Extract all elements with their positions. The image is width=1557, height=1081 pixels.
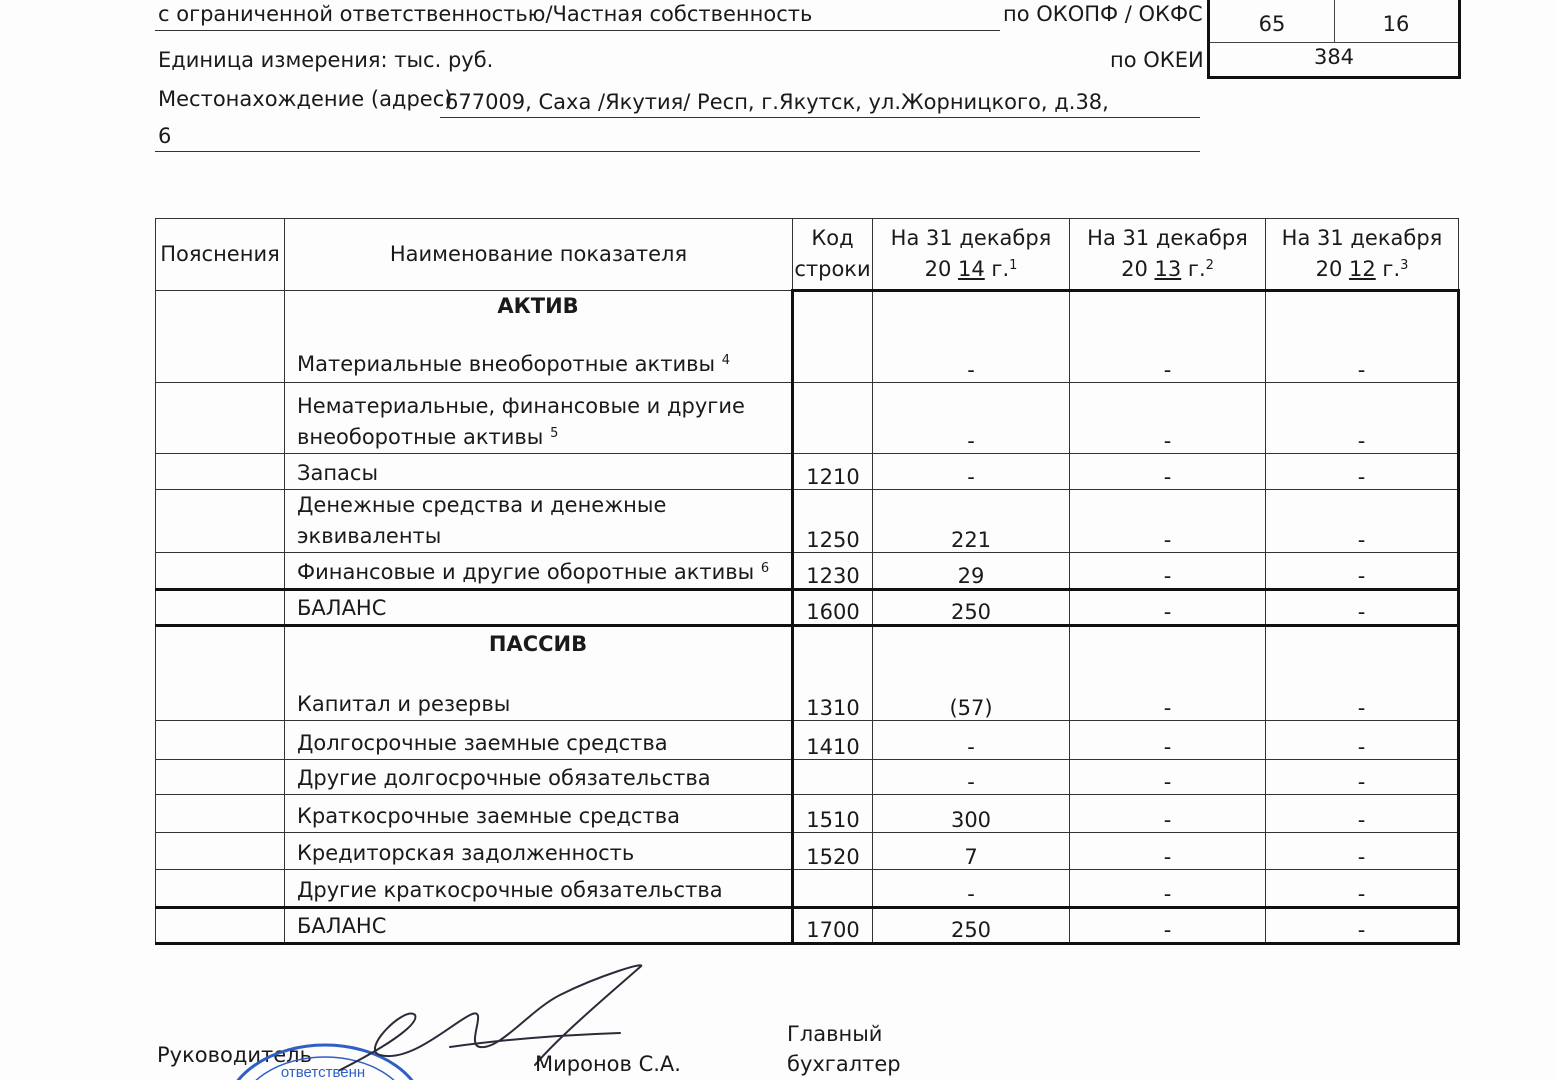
row-value-2014: 221 bbox=[873, 490, 1070, 553]
row-value-2012: - bbox=[1266, 553, 1459, 590]
row-code: 1310 bbox=[793, 626, 873, 721]
row-value-2012: - bbox=[1266, 454, 1459, 490]
row-value-2014: 300 bbox=[873, 795, 1070, 833]
accountant-label-line2: бухгалтер bbox=[787, 1052, 901, 1076]
row-value-2014: 250 bbox=[873, 590, 1070, 626]
header-col-2012 bbox=[1266, 219, 1459, 291]
row-value-2012: - bbox=[1266, 833, 1459, 870]
row-name: Кредиторская задолженность bbox=[285, 833, 793, 870]
header-col-2014-label: На 31 декабря bbox=[890, 226, 1052, 250]
address-underline-1 bbox=[440, 117, 1200, 118]
table-row bbox=[156, 795, 1459, 833]
row-name: Финансовые и другие оборотные активы bbox=[297, 560, 755, 584]
table-row bbox=[156, 721, 1459, 760]
section-liabilities: ПАССИВ bbox=[488, 632, 588, 656]
row-code: 1410 bbox=[793, 721, 873, 760]
table-header-row bbox=[156, 219, 1459, 291]
row-value-2013: - bbox=[1070, 870, 1266, 908]
row-code: 1250 bbox=[793, 490, 873, 553]
row-code: 1210 bbox=[793, 454, 873, 490]
table-row: Финансовые и другие оборотные активы $^6$ 1230 29 - - bbox=[156, 553, 1459, 590]
row-value-2014: - bbox=[873, 383, 1070, 454]
row-name: Краткосрочные заемные средства bbox=[285, 795, 793, 833]
row-value-2012: - bbox=[1266, 291, 1459, 383]
row-value-2013: - bbox=[1070, 721, 1266, 760]
section-assets: АКТИВ bbox=[497, 294, 579, 318]
row-name: Другие долгосрочные обязательства bbox=[285, 760, 793, 795]
row-code: 1230 bbox=[793, 553, 873, 590]
row-value-2014: - bbox=[873, 870, 1070, 908]
row-name: Капитал и резервы bbox=[297, 692, 511, 716]
balance-table bbox=[155, 218, 1460, 945]
row-name: Долгосрочные заемные средства bbox=[285, 721, 793, 760]
row-value-2012: - bbox=[1266, 626, 1459, 721]
unit-label: Единица измерения: тыс. руб. bbox=[158, 48, 494, 72]
header-col-2012-label: На 31 декабря bbox=[1281, 226, 1443, 250]
row-value-2012: - bbox=[1266, 908, 1459, 944]
accountant-label-line1: Главный bbox=[787, 1022, 883, 1046]
row-name: Материальные внеоборотные активы bbox=[297, 352, 716, 376]
table-row: АКТИВ Материальные внеоборотные активы $^4$ - - - bbox=[156, 291, 1459, 383]
okopf-code: 65 bbox=[1258, 12, 1286, 36]
row-value-2013: - bbox=[1070, 383, 1266, 454]
table-row bbox=[156, 870, 1459, 908]
row-value-2013: - bbox=[1070, 833, 1266, 870]
header-code bbox=[793, 219, 873, 291]
row-value-2013: - bbox=[1070, 795, 1266, 833]
row-value-2013: - bbox=[1070, 490, 1266, 553]
row-value-2012: - bbox=[1266, 795, 1459, 833]
table-row bbox=[156, 626, 1459, 721]
table-row bbox=[156, 454, 1459, 490]
row-code: 1700 bbox=[793, 908, 873, 944]
row-name: БАЛАНС bbox=[285, 590, 793, 626]
row-name: БАЛАНС bbox=[285, 908, 793, 944]
header-name: Наименование показателя bbox=[285, 219, 793, 291]
row-value-2014: (57) bbox=[873, 626, 1070, 721]
row-value-2014: - bbox=[873, 454, 1070, 490]
row-value-2013: - bbox=[1070, 553, 1266, 590]
header-col-2013-label: На 31 декабря bbox=[1087, 226, 1248, 250]
row-code: 1600 bbox=[793, 590, 873, 626]
address-label: Местонахождение (адрес) bbox=[158, 87, 453, 111]
address-underline-2 bbox=[155, 151, 1200, 152]
row-value-2012: - bbox=[1266, 490, 1459, 553]
director-name: Миронов С.А. bbox=[535, 1052, 681, 1076]
row-value-2013: - bbox=[1070, 590, 1266, 626]
row-name: Денежные средства и денежные эквиваленты bbox=[285, 490, 793, 553]
table-row: Нематериальные, финансовые и другие внеоборотные активы $^5$ - - - bbox=[156, 383, 1459, 454]
balance-total-row bbox=[156, 590, 1459, 626]
row-name-line2: внеоборотные активы bbox=[297, 425, 544, 449]
header-notes: Пояснения bbox=[156, 219, 285, 291]
director-label: Руководитель bbox=[157, 1043, 312, 1067]
row-name: Запасы bbox=[285, 454, 793, 490]
code-box bbox=[1207, 0, 1461, 79]
row-value-2012: - bbox=[1266, 383, 1459, 454]
header-col-2014 bbox=[873, 219, 1070, 291]
address-line-2: 6 bbox=[158, 124, 172, 148]
table-row bbox=[156, 760, 1459, 795]
row-name-line1: Нематериальные, финансовые и другие bbox=[297, 394, 745, 418]
row-value-2012: - bbox=[1266, 721, 1459, 760]
okopf-label: по ОКОПФ / ОКФС bbox=[1003, 2, 1203, 26]
row-code bbox=[793, 870, 873, 908]
row-value-2014: - bbox=[873, 291, 1070, 383]
row-name: Другие краткосрочные обязательства bbox=[285, 870, 793, 908]
row-value-2013: - bbox=[1070, 760, 1266, 795]
stamp-text: ответственн bbox=[280, 1064, 366, 1080]
org-form-underline bbox=[155, 30, 1000, 31]
okfs-code: 16 bbox=[1382, 12, 1410, 36]
org-form-line: с ограниченной ответственностью/Частная собственность bbox=[158, 2, 813, 26]
header-col-2012-year: 20 12 г.$^3$ bbox=[1315, 257, 1409, 281]
header-col-2014-year: 20 14 г.$^1$ bbox=[924, 257, 1018, 281]
row-value-2013: - bbox=[1070, 454, 1266, 490]
row-value-2014: - bbox=[873, 721, 1070, 760]
table-row bbox=[156, 490, 1459, 553]
table-row bbox=[156, 833, 1459, 870]
row-code: 1510 bbox=[793, 795, 873, 833]
row-value-2014: 250 bbox=[873, 908, 1070, 944]
row-value-2014: - bbox=[873, 760, 1070, 795]
row-code: 1520 bbox=[793, 833, 873, 870]
header-code-line2: строки bbox=[794, 257, 871, 281]
row-value-2013: - bbox=[1070, 626, 1266, 721]
row-value-2013: - bbox=[1070, 908, 1266, 944]
header-code-line1: Код bbox=[811, 226, 854, 250]
row-value-2012: - bbox=[1266, 590, 1459, 626]
row-value-2012: - bbox=[1266, 870, 1459, 908]
header-col-2013 bbox=[1070, 219, 1266, 291]
row-value-2012: - bbox=[1266, 760, 1459, 795]
okei-code: 384 bbox=[1313, 45, 1355, 69]
row-code bbox=[793, 760, 873, 795]
address-line-1: 677009, Саха /Якутия/ Респ, г.Якутск, ул.Жорницкого, д.38, bbox=[445, 90, 1109, 114]
header-col-2013-year: 20 13 г.$^2$ bbox=[1121, 257, 1214, 281]
row-value-2014: 29 bbox=[873, 553, 1070, 590]
row-value-2013: - bbox=[1070, 291, 1266, 383]
row-code bbox=[793, 291, 873, 383]
balance-total-row bbox=[156, 908, 1459, 944]
row-value-2014: 7 bbox=[873, 833, 1070, 870]
row-code bbox=[793, 383, 873, 454]
okei-label: по ОКЕИ bbox=[1110, 48, 1204, 72]
